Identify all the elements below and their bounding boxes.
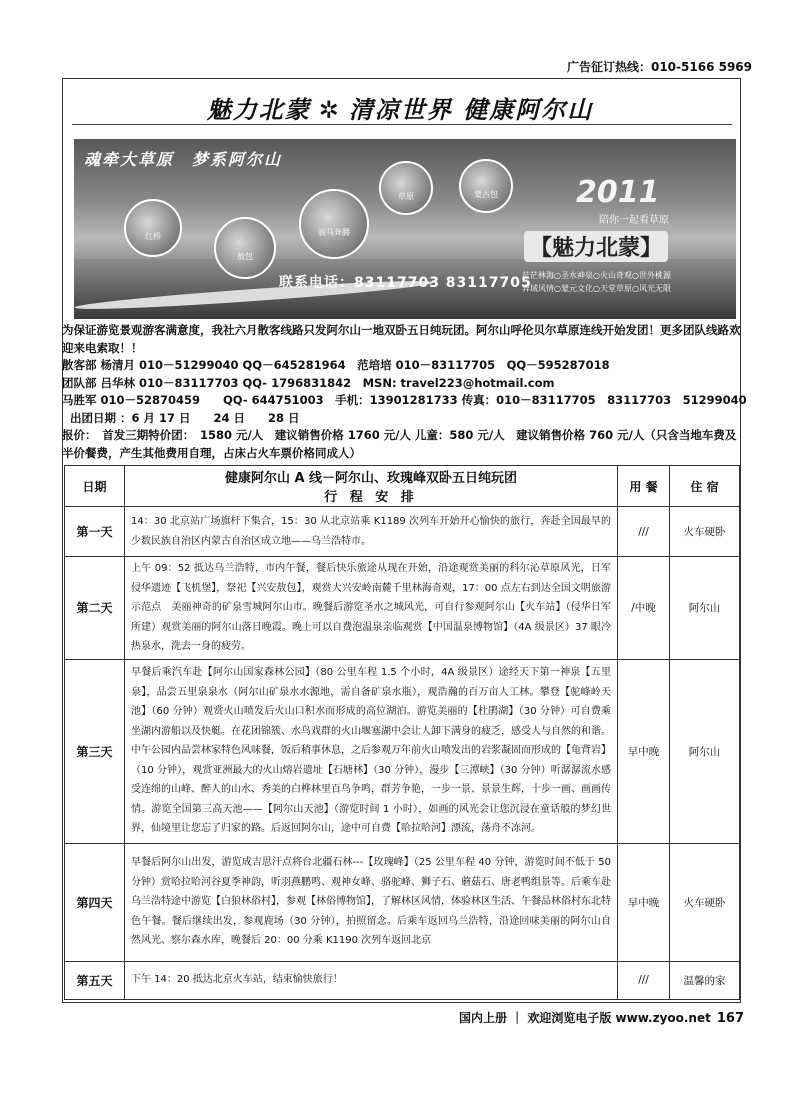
page-number: 167 — [716, 1011, 744, 1026]
day-meals: /中晚 — [618, 557, 670, 660]
banner-photo-circle — [379, 161, 433, 215]
header-day: 日期 — [65, 466, 125, 507]
day-description: 早餐后阿尔山出发，游览成吉思汗点将台北疆石林---【玫瑰峰】（25 公里车程 40 分钟，游览时间不低于 50 分钟）赏哈拉哈河谷夏季神韵，听羽燕鹏鸣、观神女峰、骆驼峰、狮子石、蘑菇石、唐老鸭组景等。后乘车赴乌兰浩特途中游览【白狼林俗村】，参观【林俗博物馆】，了解林区风情，体验林区生活、午餐品林俗村东北特色午餐。餐后继续出发，参观鹿场（30 分钟），拍照留念。后乘车返回乌兰浩特，沿途回味美丽的阿尔山自然风光、察尔森水库，晚餐后 20：00 分乘 K1190 次列车返回北京 — [125, 843, 618, 961]
header-title — [125, 466, 618, 507]
page-footer — [459, 1009, 744, 1026]
circle-caption: 蒙古包 — [474, 189, 498, 199]
price-text: 报价： 首发三期特价团： 1580 元/人 建议销售价格 1760 元/人 儿童：580 元/人 建议销售价格 760 元/人（只含当地车费及半价餐费，产生其他费用自理，占床占火车票价格同成人） — [62, 428, 737, 460]
tour-info — [62, 322, 747, 462]
day-label: 第四天 — [65, 843, 125, 961]
ad-hotline: 广告征订热线：010-5166 5969 — [566, 60, 752, 74]
itinerary-title: 健康阿尔山 A 线－阿尔山、玫瑰峰双卧五日纯玩团 — [224, 471, 518, 486]
circle-caption: 骏马奔腾 — [318, 228, 350, 238]
table-row — [65, 557, 740, 660]
banner-slogan: 魂牵大草原 梦系阿尔山 — [84, 150, 283, 169]
headline-left: 魅力北蒙 — [206, 96, 311, 124]
banner-year-subtitle: 陪你一起看草原 — [599, 215, 669, 226]
day-label: 第二天 — [65, 557, 125, 660]
day-description: 下午 14：20 抵达北京火车站，结束愉快旅行！ — [125, 961, 618, 999]
day-accommodation: 阿尔山 — [670, 557, 740, 660]
departure-dates: 出团日期 ：6 月 17 日 24 日 28 日 — [70, 410, 300, 425]
header-meal: 用 餐 — [618, 466, 670, 507]
day-meals: 早中晚 — [618, 843, 670, 961]
table-header-row — [65, 466, 740, 507]
banner-brand: 【魅力北蒙】 — [524, 231, 668, 262]
banner-year: 2011 — [576, 175, 660, 210]
star-icon: ✲ — [318, 96, 341, 124]
day-accommodation: 温馨的家 — [670, 961, 740, 999]
features-line: 异域风情○蒙元文化○天堂草原○风光无限 — [522, 284, 671, 293]
circle-caption: 红桥 — [145, 231, 161, 241]
banner-features — [522, 269, 732, 295]
day-meals: /// — [618, 961, 670, 999]
banner-photo-circle — [299, 189, 369, 259]
banner-photo-circle — [459, 159, 513, 213]
table-row — [65, 659, 740, 843]
headline-divider — [72, 124, 732, 125]
banner-photo-circle — [214, 217, 276, 279]
day-accommodation: 阿尔山 — [670, 659, 740, 843]
day-description: 上午 09：52 抵达乌兰浩特，市内午餐，餐后快乐旅途从现在开始，沿途观赏美丽的科尔沁草原风光，日军侵华遗迹【飞机堡】，祭祀【兴安敖包】，观赏大兴安岭南麓千里林海奇观，17：00 点左右到达全国文明旅游示范点 美丽神奇的矿泉雪城阿尔山市。晚餐后游览圣水之城风光，可自行参观阿尔山【火车站】（侵华日军所建）观赏美丽的阿尔山落日晚霞。晚上可以自费泡温泉亲临观赏【中国温泉博物馆】（4A 级景区）37 眼冷热泉水，洗去一身的疲劳。 — [125, 557, 618, 660]
day-description: 14：30 北京站广场旗杆下集合，15：30 从北京站乘 K1189 次列车开始开心愉快的旅行，奔赴全国最早的少数民族自治区内蒙古自治区成立地——乌兰浩特市。 — [125, 507, 618, 557]
itinerary-subtitle: 行 程 安 排 — [324, 490, 418, 505]
day-accommodation: 火车硬卧 — [670, 843, 740, 961]
day-meals: /// — [618, 507, 670, 557]
day-label: 第一天 — [65, 507, 125, 557]
day-description: 早餐后乘汽车赴【阿尔山国家森林公园】（80 公里车程 1.5 个小时，4A 级景区）途经天下第一神泉【五里泉】，品尝五里泉泉水（阿尔山矿泉水水源地，需自备矿泉水瓶），观浩瀚的百万亩人工林。攀登【驼峰岭天池】（60 分钟）观赏火山喷发后火山口积水而形成的高位湖泊。游览美丽的【杜鹃湖】（30 分钟）可自费乘坐湖内游船以及快艇。在花团锦簇、水鸟戏群的火山堰塞湖中会让人卸下满身的疲乏，感受人与自然的和谐。中午公园内品尝林家特色风味餐，饭后稍事休息，之后参观万年前火山喷发出的岩浆凝固而形成的【龟背岩】（10 分钟），观赏亚洲最大的火山熔岩遗址【石塘林】（30 分钟），漫步【三潭峡】（30 分钟）听潺潺流水感受连绵的山峰、醉人的山水、秀美的白桦林里百鸟争鸣，群芳争艳，一步一景、景景生辉，十步一画、画画传情。游览全国第三高天池——【阿尔山天池】（游览时间 1 小时），如画的风光会让您沉浸在童话般的梦幻世界，仙境里让您忘了归家的路。后返回阿尔山，途中可自费【哈拉哈河】漂流，荡舟不冻河。 — [125, 659, 618, 843]
day-label: 第三天 — [65, 659, 125, 843]
contact-row: 马胜军 010－52870459 QQ- 644751003 手机：13901281733 传真：010－83117705 83117703 51299040 — [62, 393, 747, 407]
contact-row: 团队部 吕华林 010－83117703 QQ- 1796831842 MSN: travel223@hotmail.com — [62, 375, 555, 390]
page-headline — [60, 90, 740, 125]
table-row — [65, 507, 740, 557]
day-accommodation: 火车硬卧 — [670, 507, 740, 557]
banner-phone: 联系电话：83117703 83117705 — [279, 275, 532, 291]
features-line: 茫茫林海○圣水神泉○火山奇观○世外桃源 — [522, 271, 671, 280]
headline-right: 清凉世界 健康阿尔山 — [348, 96, 594, 124]
day-meals: 早中晚 — [618, 659, 670, 843]
day-label: 第五天 — [65, 961, 125, 999]
banner-photo-circle — [124, 199, 182, 257]
table-row — [65, 961, 740, 999]
circle-caption: 草原 — [398, 191, 414, 201]
contact-row: 散客部 杨清月 010－51299040 QQ－645281964 范培培 010－83117705 QQ－595287018 — [62, 358, 610, 372]
circle-caption: 敖包 — [237, 251, 253, 261]
table-row — [65, 843, 740, 961]
intro-text: 为保证游览景观游客满意度，我社六月散客线路只发阿尔山一地双卧五日纯玩团。阿尔山呼伦贝尔草原连线开始发团！更多团队线路欢迎来电索取！！ — [62, 323, 741, 355]
header-stay: 住 宿 — [670, 466, 740, 507]
footer-text: 国内上册 ｜ 欢迎浏览电子版 www.zyoo.net — [459, 1011, 711, 1025]
itinerary-table — [64, 465, 740, 1000]
grassland-banner — [74, 139, 736, 319]
